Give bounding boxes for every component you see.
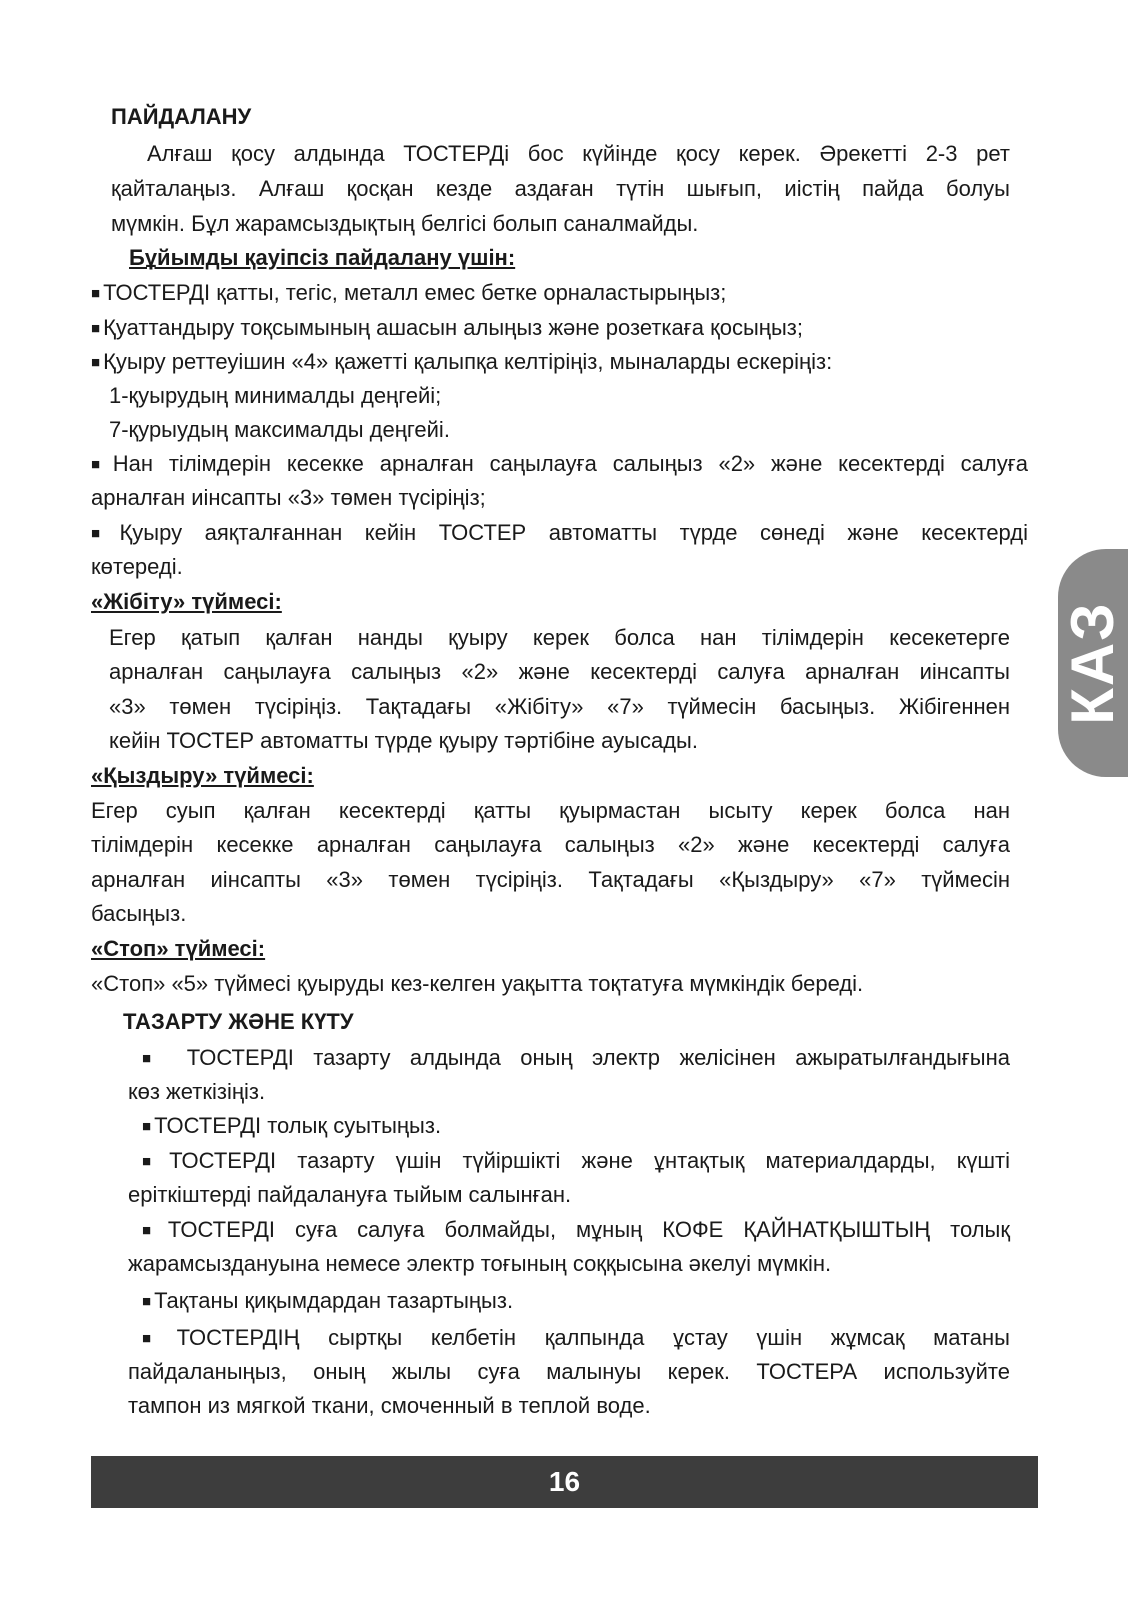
safe-use-heading: Бұйымды қауіпсіз пайдалану үшін:	[129, 245, 516, 270]
defrost-line: кейін ТОСТЕР автоматты түрде қуыру тәртібіне ауысады.	[109, 728, 698, 753]
usage-intro-line: қайталаңыз. Алғаш қосқан кезде аздаған түтін шығып, иістің пайда болуы	[111, 176, 1010, 201]
safe-use-subline: 7-қурыудың максималды деңгейі.	[109, 417, 450, 442]
reheat-line: Егер суып қалған кесектерді қатты қуырмастан ысыту керек болса нан	[91, 798, 1010, 823]
cleaning-item: ■ ТОСТЕРДІ тазарту үшін түйіршікті және ұнтақтық материалдарды, күшті	[142, 1148, 1011, 1173]
safe-use-item: ■ Қуыру реттеуішин «4» қажетті қалыпқа келтіріңіз, мыналарды ескеріңіз:	[91, 349, 833, 374]
reheat-line: басыңыз.	[91, 901, 187, 926]
safe-use-subline: арналған иінсапты «3» төмен түсіріңіз;	[91, 485, 486, 510]
cleaning-subline: көз жеткізіңіз.	[128, 1079, 266, 1104]
safe-use-item: ■ ТОСТЕРДІ қатты, тегіс, металл емес бетке орналастырыңыз;	[91, 280, 727, 305]
cleaning-item: ■ ТОСТЕРДІ тазарту алдында оның электр желісінен ажыратылғандығына	[142, 1045, 1010, 1070]
cleaning-item: ■ ТОСТЕРДІ толық суытыңыз.	[142, 1113, 442, 1138]
usage-heading: ПАЙДАЛАНУ	[111, 104, 252, 129]
bullet-icon: ■	[142, 1118, 152, 1135]
reheat-line: тілімдерін кесекке арналған саңылауға салыңыз «2» және кесектерді салуға	[91, 832, 1010, 857]
cleaning-subline: жарамсыздануына немесе электр тоғының соққысына әкелуі мүмкін.	[128, 1251, 832, 1276]
cleaning-subline: тампон из мягкой ткани, смоченный в теплой воде.	[128, 1393, 651, 1418]
language-tab	[1058, 549, 1128, 777]
footer-bar	[91, 1456, 1038, 1508]
stop-heading: «Стоп» түймесі:	[91, 936, 266, 961]
bullet-icon: ■	[91, 456, 110, 473]
usage-intro-line: Алғаш қосу алдында ТОСТЕРДі бос күйінде қосу керек. Әрекетті 2-3 рет	[147, 141, 1010, 166]
stop-line: «Стоп» «5» түймесі қуыруды кез-келген уақытта тоқтатуға мүмкіндік береді.	[91, 971, 864, 996]
cleaning-subline: еріткіштерді пайдалануға тыйым салынған.	[128, 1182, 572, 1207]
bullet-icon: ■	[91, 320, 101, 337]
bullet-icon: ■	[91, 354, 101, 371]
safe-use-subline: көтереді.	[91, 554, 183, 579]
safe-use-subline: 1-қуырудың минималды деңгейі;	[109, 383, 442, 408]
cleaning-heading: ТАЗАРТУ ЖӘНЕ КҮТУ	[123, 1009, 354, 1034]
page-number: 16	[548, 1466, 581, 1497]
bullet-icon: ■	[142, 1293, 152, 1310]
cleaning-item: ■ Тақтаны қиқымдардан тазартыңыз.	[142, 1288, 514, 1313]
defrost-line: Егер қатып қалған нанды қуыру керек болса нан тілімдерін кесекетерге	[109, 625, 1010, 650]
cleaning-item: ■ ТОСТЕРДІҢ сыртқы келбетін қалпында ұстау үшін жұмсақ матаны	[142, 1325, 1010, 1350]
defrost-line: «3» төмен түсіріңіз. Тақтадағы «Жібіту» «7» түймесін басыңыз. Жібігеннен	[109, 694, 1010, 719]
usage-intro-line: мүмкін. Бұл жарамсыздықтың белгісі болып саналмайды.	[111, 211, 699, 236]
safe-use-item: ■ Қуаттандыру тоқсымының ашасын алыңыз және розеткаға қосыңыз;	[91, 315, 803, 340]
defrost-line: арналған саңылауға салыңыз «2» және кесектерді салуға арналған иінсапты	[109, 659, 1010, 684]
bullet-icon: ■	[142, 1330, 174, 1347]
reheat-line: арналған иінсапты «3» төмен түсіріңіз. Тақтадағы «Қыздыру» «7» түймесін	[91, 867, 1010, 892]
bullet-icon: ■	[142, 1050, 165, 1067]
defrost-heading: «Жібіту» түймесі:	[91, 589, 282, 614]
bullet-icon: ■	[142, 1222, 165, 1239]
cleaning-subline: пайдаланыңыз, оның жылы суға малынуы керек. ТОСТЕРА используйте	[128, 1359, 1010, 1384]
bullet-icon: ■	[91, 285, 101, 302]
bullet-icon: ■	[142, 1153, 167, 1170]
cleaning-item: ■ ТОСТЕРДІ суға салуға болмайды, мұның КОФЕ ҚАЙНАТҚЫШТЫҢ толық	[142, 1217, 1010, 1242]
bullet-icon: ■	[91, 525, 117, 542]
reheat-heading: «Қыздыру» түймесі:	[91, 763, 314, 788]
safe-use-item: ■ Қуыру аяқталғаннан кейін ТОСТЕР автоматты түрде сөнеді және кесектерді	[91, 520, 1029, 545]
safe-use-item: ■ Нан тілімдерін кесекке арналған саңылауға салыңыз «2» және кесектерді салуға	[91, 451, 1028, 476]
language-tab-label: КАЗ	[1059, 601, 1126, 725]
